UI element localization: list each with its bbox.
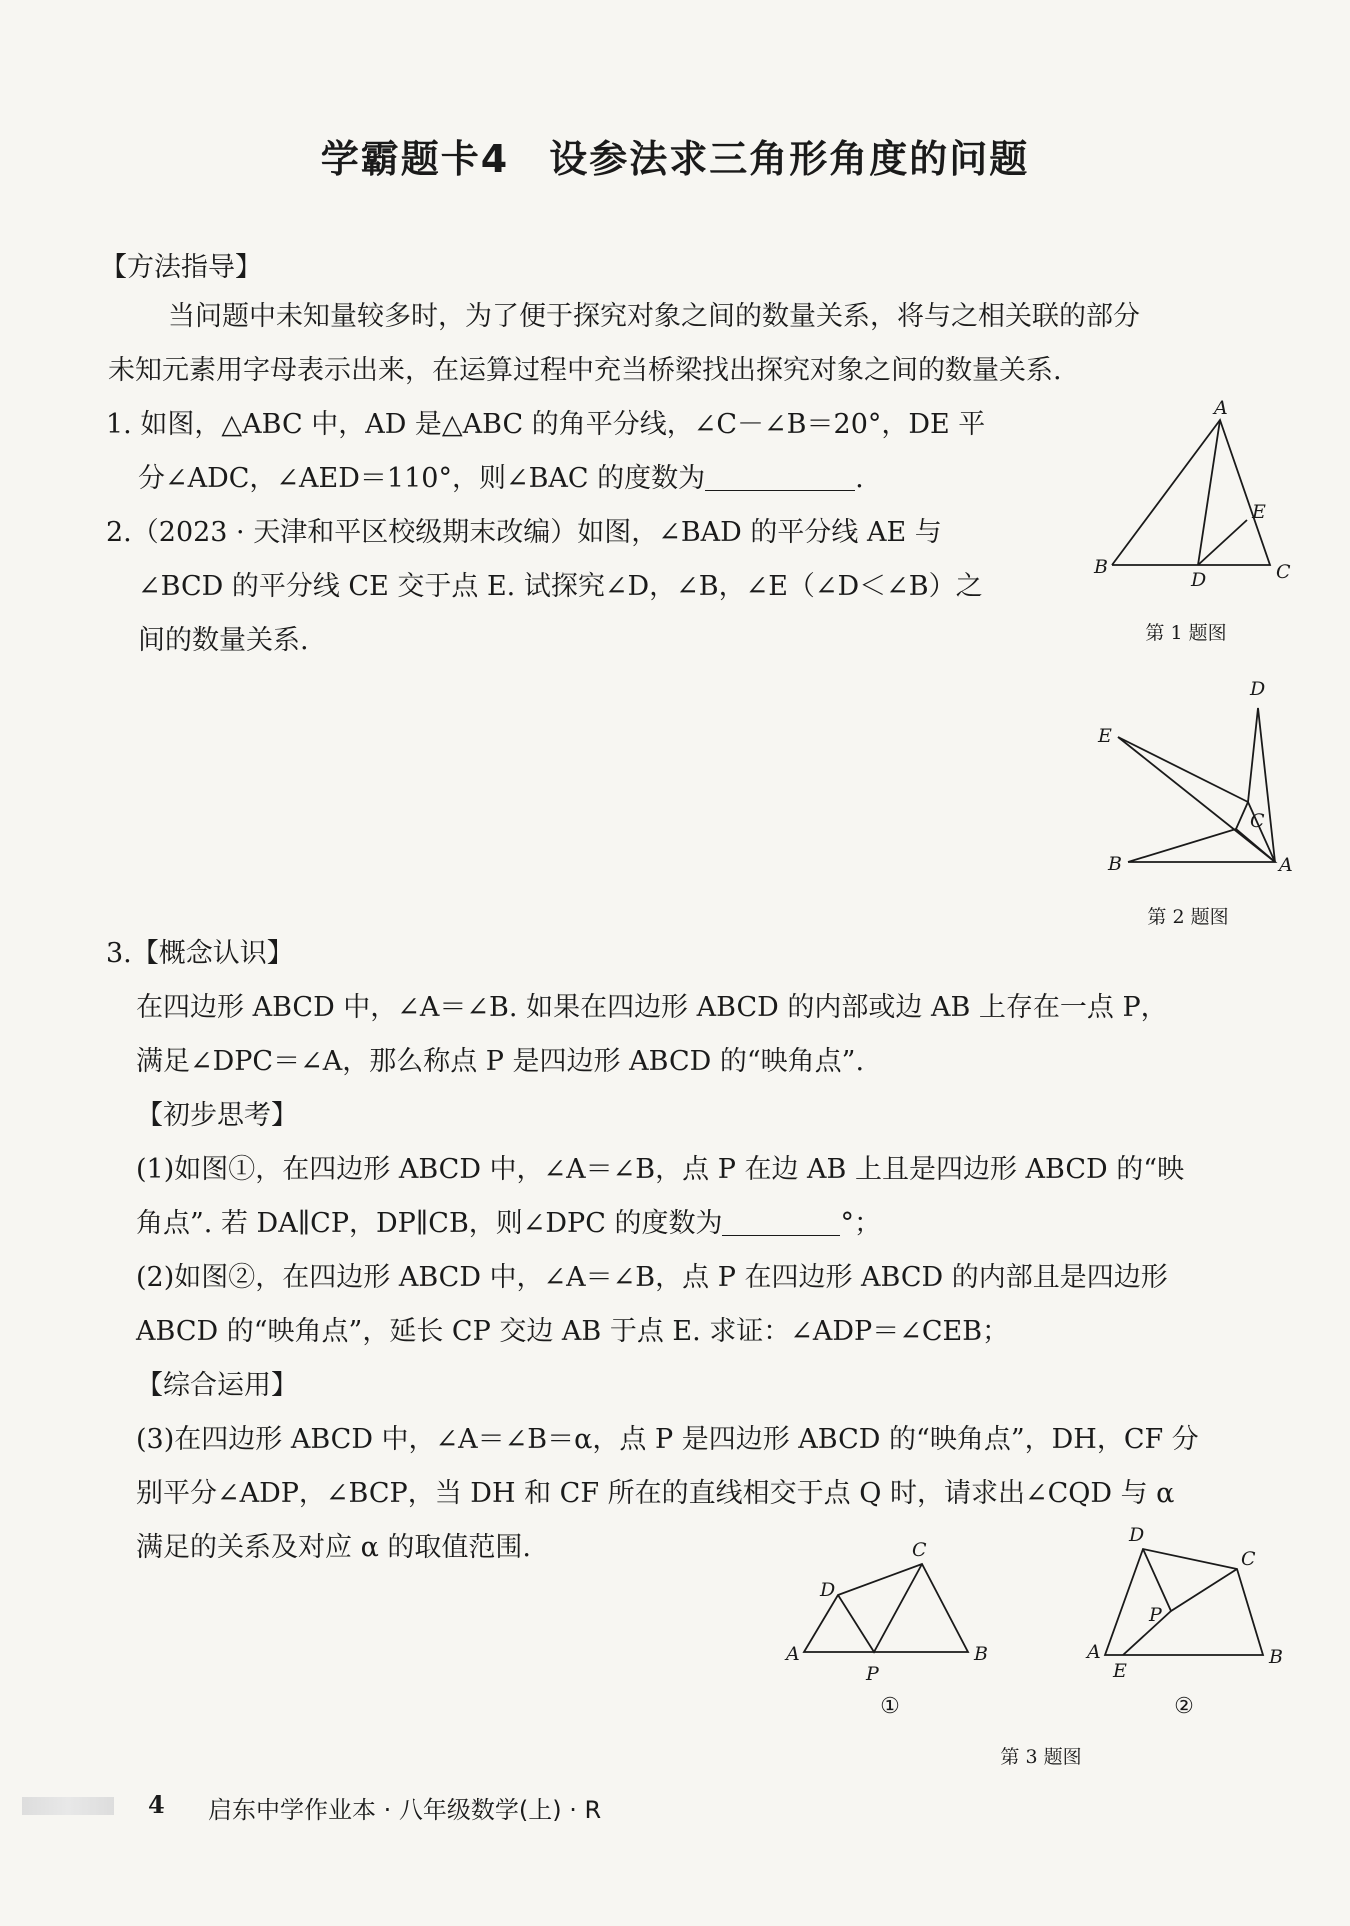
fig3b-label-c: C <box>1241 1548 1256 1570</box>
q2-line-1: 2.（2023 · 天津和平区校级期末改编）如图，∠BAD 的平分线 AE 与 <box>106 517 942 548</box>
q3-heading: 3.【概念认识】 <box>106 938 294 969</box>
q3-concept-line-2: 满足∠DPC＝∠A，那么称点 P 是四边形 ABCD 的“映角点”. <box>136 1046 865 1077</box>
fig2-label-c: C <box>1250 810 1265 832</box>
q1-line-1: 1. 如图，△ABC 中，AD 是△ABC 的角平分线，∠C－∠B＝20°，DE 平 <box>106 409 986 440</box>
figure-2 <box>1090 675 1293 879</box>
method-heading: 【方法指导】 <box>100 252 262 283</box>
q1-line-2-text: 分∠ADC，∠AED＝110°，则∠BAC 的度数为 <box>138 463 706 494</box>
method-line-2: 未知元素用字母表示出来，在运算过程中充当桥梁找出探究对象之间的数量关系. <box>108 355 1062 386</box>
fig1-triangle-abc <box>1112 420 1270 565</box>
figure-3-1 <box>780 1540 1000 1694</box>
figure-3-caption: 第 3 题图 <box>1000 1746 1082 1768</box>
fig3b-label-d: D <box>1129 1524 1145 1546</box>
fig3a-label-c: C <box>912 1539 927 1561</box>
q3-part3-line-3: 满足的关系及对应 α 的取值范围. <box>136 1532 531 1563</box>
fig1-segment-ad <box>1198 420 1220 565</box>
fig1-label-b: B <box>1094 556 1108 578</box>
fig1-label-a: A <box>1214 397 1228 419</box>
fig2-segment-ad <box>1248 708 1275 862</box>
fig3b-label-e: E <box>1113 1660 1127 1682</box>
fig1-segment-de <box>1198 520 1247 565</box>
fig2-segment-ec-upper <box>1118 737 1248 802</box>
fig3a-label-p: P <box>866 1663 879 1685</box>
q1-line-2-end: . <box>855 463 864 494</box>
fig3a-quadrilateral-abcd <box>804 1564 968 1652</box>
page-title: 学霸题卡4 设参法求三角形角度的问题 <box>320 137 1030 181</box>
page-number: 4 <box>148 1790 165 1819</box>
q3-part1-line-2-end: °； <box>840 1208 881 1239</box>
q3-part2-line-1: (2)如图②，在四边形 ABCD 中，∠A＝∠B，点 P 在四边形 ABCD 的内部且是四边形 <box>136 1262 1168 1293</box>
fig3a-label-a: A <box>786 1643 800 1665</box>
q2-line-2: ∠BCD 的平分线 CE 交于点 E. 试探究∠D，∠B，∠E（∠D＜∠B）之 <box>138 571 983 602</box>
q3-part3-line-2: 别平分∠ADP，∠BCP，当 DH 和 CF 所在的直线相交于点 Q 时，请求出∠CQD 与 α <box>136 1478 1175 1509</box>
q2-line-3: 间的数量关系. <box>138 625 309 656</box>
fig3b-label-b: B <box>1269 1646 1283 1668</box>
q1-line-2 <box>138 452 864 506</box>
q3-part1-line-2-text: 角点”. 若 DA∥CP，DP∥CB，则∠DPC 的度数为 <box>136 1208 723 1239</box>
figure-2-caption: 第 2 题图 <box>1147 906 1229 928</box>
book-title: 启东中学作业本 · 八年级数学(上) · R <box>208 1796 602 1824</box>
q3-part1-line-2 <box>136 1197 881 1251</box>
figure-1-caption: 第 1 题图 <box>1145 622 1227 644</box>
q3-part3-line-1: (3)在四边形 ABCD 中，∠A＝∠B＝α，点 P 是四边形 ABCD 的“映角点”，DH，CF 分 <box>136 1424 1199 1455</box>
figure-1 <box>1080 397 1300 594</box>
footer-decoration <box>22 1797 114 1815</box>
fig1-label-c: C <box>1276 561 1291 583</box>
fig2-segment-ea <box>1118 737 1275 862</box>
q3-concept-line-1: 在四边形 ABCD 中，∠A＝∠B. 如果在四边形 ABCD 的内部或边 AB 上存在一点 P， <box>136 992 1168 1023</box>
fig2-label-d: D <box>1250 678 1266 700</box>
figure-3-2 <box>1075 1525 1295 1689</box>
fig3b-label-a: A <box>1087 1641 1101 1663</box>
q3-apply-heading: 【综合运用】 <box>136 1370 298 1401</box>
figure-3-1-marker: ① <box>880 1694 900 1719</box>
fig1-label-d: D <box>1191 569 1207 591</box>
fig3a-label-d: D <box>820 1579 836 1601</box>
fig1-label-e: E <box>1252 501 1266 523</box>
fig2-label-e: E <box>1098 725 1112 747</box>
fig3a-label-b: B <box>974 1643 988 1665</box>
figure-3-2-marker: ② <box>1174 1694 1194 1719</box>
fig3a-segments-dp-pc <box>838 1564 922 1652</box>
q3-part1-answer-blank[interactable] <box>722 1205 840 1236</box>
method-line-1: 当问题中未知量较多时，为了便于探究对象之间的数量关系，将与之相关联的部分 <box>168 301 1140 332</box>
fig2-label-b: B <box>1108 853 1122 875</box>
q1-answer-blank[interactable] <box>705 460 855 491</box>
q3-think-heading: 【初步思考】 <box>136 1100 298 1131</box>
q3-part1-line-1: (1)如图①，在四边形 ABCD 中，∠A＝∠B，点 P 在边 AB 上且是四边形 ABCD 的“映 <box>136 1154 1185 1185</box>
fig2-label-a: A <box>1279 854 1293 876</box>
q3-part2-line-2: ABCD 的“映角点”，延长 CP 交边 AB 于点 E. 求证：∠ADP＝∠CEB； <box>136 1316 1010 1347</box>
fig3b-segment-pe <box>1123 1611 1171 1655</box>
fig3b-label-p: P <box>1149 1604 1162 1626</box>
